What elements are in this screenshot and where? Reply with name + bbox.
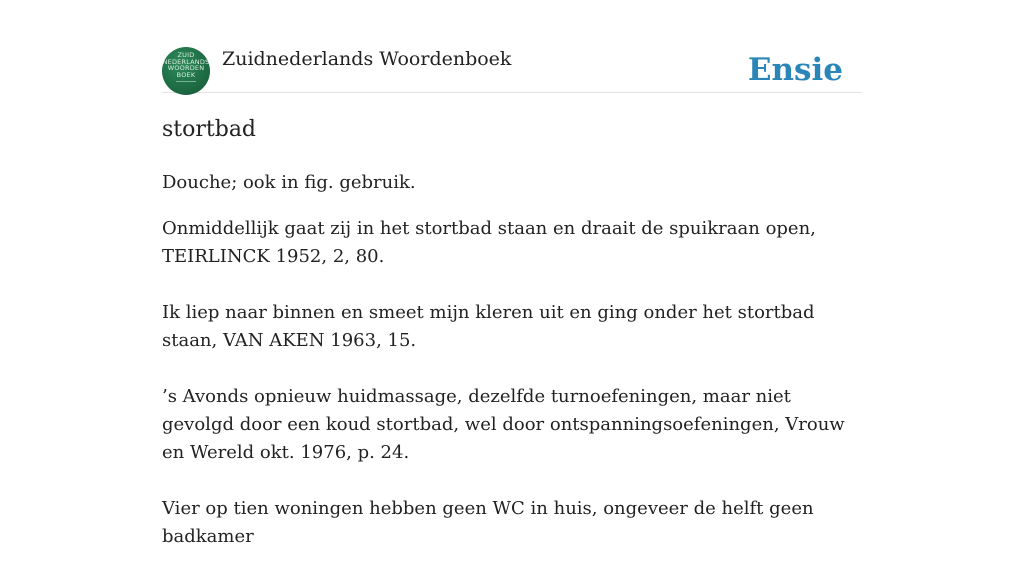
dictionary-title-link[interactable]: Zuidnederlands Woordenboek bbox=[222, 48, 512, 70]
example-quote: Onmiddellijk gaat zij in het stortbad staan en draait de spuikraan open, TEIRLINCK 1952, 2, 80. bbox=[162, 218, 816, 267]
example-quote: ’s Avonds opnieuw huidmassage, dezelfde turnoefeningen, maar niet gevolgd door een koud stortbad, wel door ontspanningsoefeningen, Vrouw en Wereld okt. 1976, p. 24. bbox=[162, 386, 845, 463]
logo-text bbox=[162, 52, 210, 82]
entry-definition: Douche; ook in fig. gebruik. bbox=[162, 172, 416, 193]
logo-line: ZUID bbox=[177, 51, 195, 59]
example-list bbox=[162, 215, 862, 579]
ensie-brand-link[interactable]: Ensie bbox=[747, 52, 843, 88]
logo-line: NEDERLANDS bbox=[162, 57, 210, 66]
logo-divider bbox=[176, 81, 196, 82]
entry-headword: stortbad bbox=[162, 117, 257, 142]
example-quote: Ik liep naar binnen en smeet mijn kleren uit en ging onder het stortbad staan, VAN AKEN 1963, 15. bbox=[162, 302, 815, 351]
example-quote: Vier op tien woningen hebben geen WC in huis, ongeveer de helft geen badkamer bbox=[162, 498, 814, 547]
site-header bbox=[162, 46, 862, 93]
dictionary-logo[interactable] bbox=[162, 47, 210, 95]
logo-line: WOORDEN bbox=[167, 64, 205, 72]
logo-line: BOEK bbox=[176, 70, 196, 79]
